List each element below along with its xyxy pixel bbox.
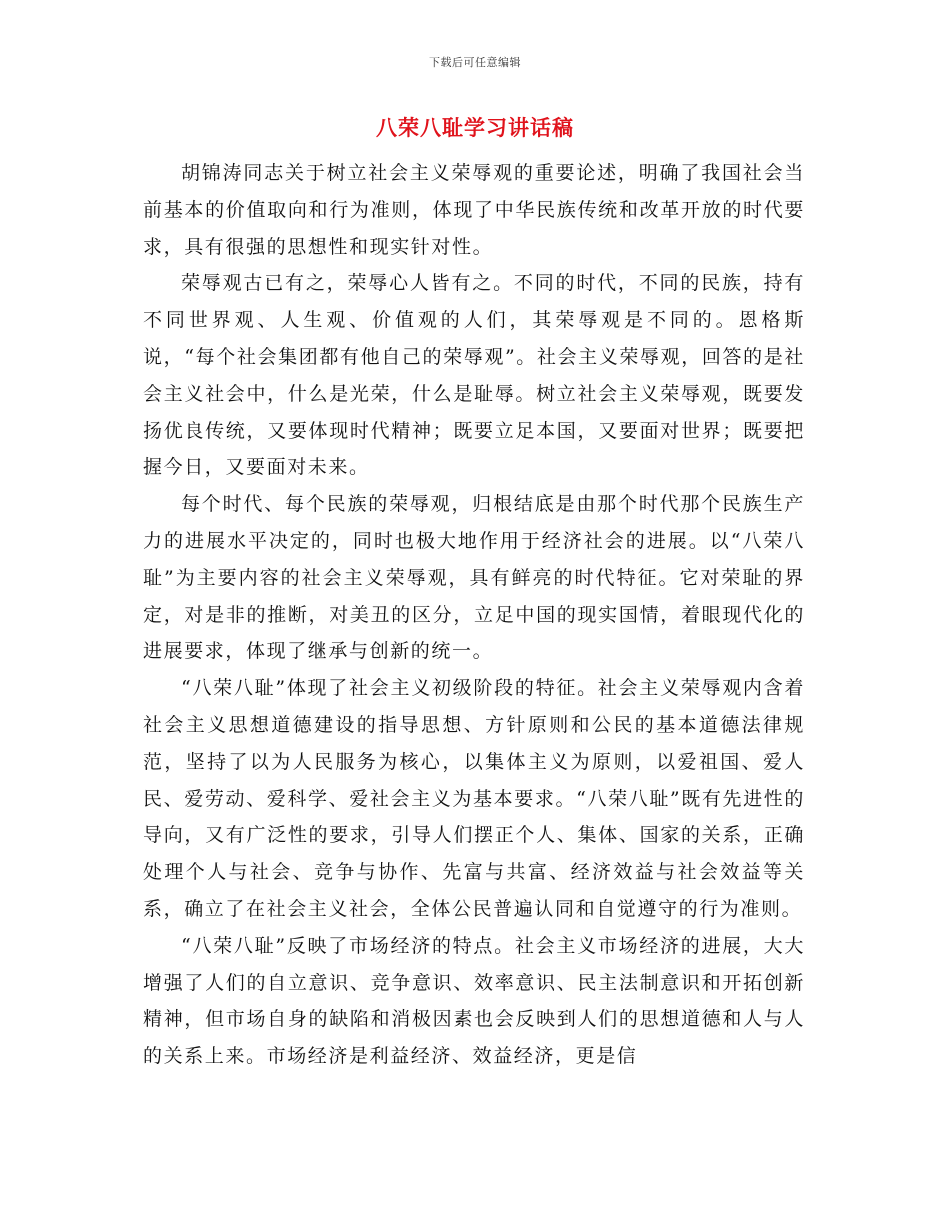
paragraph: 荣辱观古已有之，荣辱心人皆有之。不同的时代，不同的民族，持有不同世界观、人生观、价值观的人们，其荣辱观是不同的。恩格斯说，“每个社会集团都有他自己的荣辱观”。社会主义荣辱观，回答的是社会主义社会中，什么是光荣，什么是耻辱。树立社会主义荣辱观，既要发扬优良传统，又要体现时代精神；既要立足本国，又要面对世界；既要把握今日，又要面对未来。 — [143, 272, 805, 479]
document-body — [143, 155, 805, 1075]
header-note: 下载后可任意编辑 — [429, 56, 521, 69]
document-title: 八荣八耻学习讲话稿 — [376, 115, 574, 140]
paragraph: “八荣八耻”反映了市场经济的特点。社会主义市场经济的进展，大大增强了人们的自立意识、竞争意识、效率意识、民主法制意识和开拓创新精神，但市场自身的缺陷和消极因素也会反映到人们的思想道德和人与人的关系上来。市场经济是利益经济、效益经济，更是信 — [143, 934, 805, 1068]
paragraph: 胡锦涛同志关于树立社会主义荣辱观的重要论述，明确了我国社会当前基本的价值取向和行为准则，体现了中华民族传统和改革开放的时代要求，具有很强的思想性和现实针对性。 — [143, 162, 805, 258]
paragraph: 每个时代、每个民族的荣辱观，归根结底是由那个时代那个民族生产力的进展水平决定的，同时也极大地作用于经济社会的进展。以“八荣八耻”为主要内容的社会主义荣辱观，具有鲜亮的时代特征。它对荣耻的界定，对是非的推断，对美丑的区分，立足中国的现实国情，着眼现代化的进展要求，体现了继承与创新的统一。 — [143, 493, 805, 663]
paragraph: “八荣八耻”体现了社会主义初级阶段的特征。社会主义荣辱观内含着社会主义思想道德建设的指导思想、方针原则和公民的基本道德法律规范，坚持了以为人民服务为核心，以集体主义为原则，以爱祖国、爱人民、爱劳动、爱科学、爱社会主义为基本要求。“八荣八耻”既有先进性的导向，又有广泛性的要求，引导人们摆正个人、集体、国家的关系，正确处理个人与社会、竞争与协作、先富与共富、经济效益与社会效益等关系，确立了在社会主义社会，全体公民普遍认同和自觉遵守的行为准则。 — [143, 677, 805, 920]
